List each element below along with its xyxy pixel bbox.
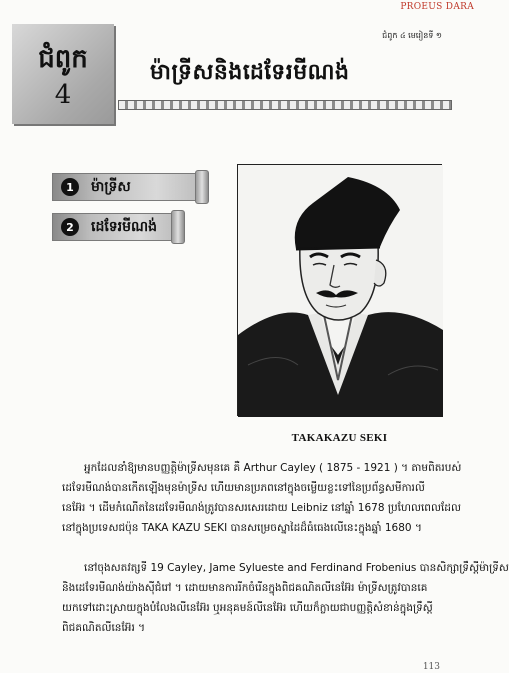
text-line: ពិជគណិតលីនេអ៊ែរ ។ xyxy=(62,622,146,634)
lesson-label: ដេទែរមីណង់ xyxy=(91,218,157,235)
scroll-cap-icon xyxy=(171,210,185,244)
chapter-number: 4 xyxy=(54,80,72,110)
chapter-title: ម៉ាទ្រីសនិងដេទែរមីណង់ xyxy=(150,60,350,85)
text-line: យកទៅដោះស្រាយក្នុងបំលែងលីនេអ៊ែរ ឬអនុគមន៍លីនេអ៊ែរ ហើយក៏ក្លាយជាបញ្ញត្តិសំខាន់ក្នុងទ្រឹស្តី xyxy=(62,602,433,614)
text-line: នៅចុងសតវត្សទី 19 Cayley, Jame Sylueste and Ferdinand Frobenius បានសិក្សាទ្រឹស្តីម៉ាទ្រីស xyxy=(84,562,509,574)
brand-watermark: PROEUS DARA xyxy=(400,2,474,12)
text-line: នៅក្នុងប្រទេសជប៉ុន TAKA KAZU SEKI បានសម្រេចស្នាដៃដ៏ធំធេងលើនេះក្នុងឆ្នាំ 1680 ។ xyxy=(62,522,422,534)
text-line: អ្នកដែលនាំឱ្យមានបញ្ញត្តិម៉ាទ្រីសមុនគេ គឺ Arthur Cayley ( 1875 - 1921 ) ។ តាមពិតរបស់ xyxy=(84,462,462,474)
portrait-illustration xyxy=(238,165,443,417)
lesson-tab-2 xyxy=(52,213,178,241)
page-number: 113 xyxy=(422,662,440,672)
decorative-chain-rule xyxy=(118,100,452,110)
running-header: ជំពូក ៤ មេរៀនទី ១ xyxy=(382,31,442,40)
lesson-tab-1 xyxy=(52,173,202,201)
paragraph-2 xyxy=(62,558,509,638)
paragraph-1 xyxy=(62,458,462,538)
scroll-cap-icon xyxy=(195,170,209,204)
chapter-word: ជំពូក xyxy=(38,44,88,74)
lesson-number-badge: 1 xyxy=(61,178,79,196)
text-line: និងដេទែរមីណង់យ៉ាងស៊ីជំរៅ ។ ដោយមានការរីកចំរើនក្នុងពិជគណិតលីនេអ៊ែរ ម៉ាទ្រីសត្រូវបានគេ xyxy=(62,582,428,594)
lesson-number-badge: 2 xyxy=(61,218,79,236)
chapter-box xyxy=(12,24,114,124)
lesson-label: ម៉ាទ្រីស xyxy=(91,178,131,195)
portrait-image xyxy=(237,164,442,416)
portrait-caption: TAKAKAZU SEKI xyxy=(291,432,388,444)
text-line: ដេទែរមីណង់បានកើតឡើងមុនម៉ាទ្រីស ហើយមានប្រភពនៅក្នុងចម្លើយខ្លះទៅនៃប្រព័ន្ធសមីការលី xyxy=(62,482,425,494)
text-line: នេអ៊ែរ ។ ដើមកំណើតនៃដេទែរមីណង់ត្រូវបានសរសេរដោយ Leibniz នៅឆ្នាំ 1678 ប្រហែលពេលដែល xyxy=(62,502,461,514)
